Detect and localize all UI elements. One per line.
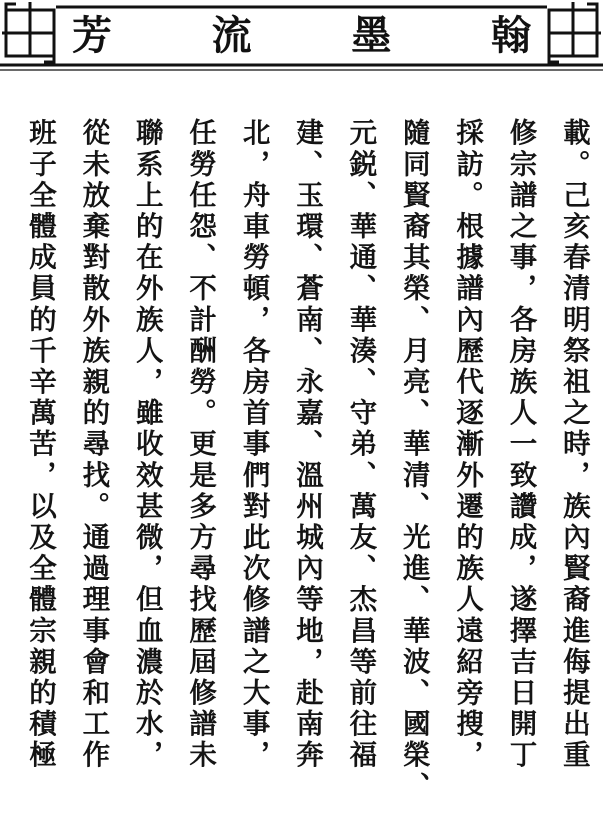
text-column: 從未放棄對散外族親的尋找。通過理事會和工作	[77, 118, 110, 772]
lattice-ornament-icon	[2, 2, 58, 64]
title-banner	[0, 0, 603, 80]
text-column: 修宗譜之事，各房族人一致讚成，遂擇吉日開丁	[504, 118, 537, 772]
text-column: 採訪。根據譜內歷代逐漸外遷的族人遠紹旁搜，	[451, 118, 484, 772]
text-column: 載。己亥春清明祭祖之時，族內賢裔進侮提出重	[557, 118, 590, 772]
text-column: 北，舟車勞頓，各房首事們對此次修譜之大事，	[237, 118, 270, 772]
title-char: 芳	[72, 12, 112, 59]
text-column: 聯系上的在外族人，雖收效甚微，但血濃於水，	[130, 118, 163, 772]
title-char: 翰	[490, 12, 531, 59]
page-title	[60, 6, 543, 66]
title-char: 流	[211, 12, 252, 59]
title-char: 墨	[351, 12, 392, 59]
text-column: 班子全體成員的千辛萬苦，以及全體宗親的積極	[24, 118, 56, 772]
text-column: 建、玉環、蒼南、永嘉、溫州城內等地，赴南奔	[290, 118, 323, 772]
text-column: 元鋭、華通、華湊、守弟、萬友、杰昌等前往福	[344, 118, 377, 772]
text-column: 任勞任怨、不計酬勞。更是多方尋找歷屆修譜未	[184, 118, 217, 772]
lattice-ornament-icon	[545, 2, 601, 64]
text-column: 隨同賢裔其榮、月亮、華清、光進、華波、國榮、	[397, 118, 430, 803]
genealogy-text-body	[22, 118, 592, 808]
